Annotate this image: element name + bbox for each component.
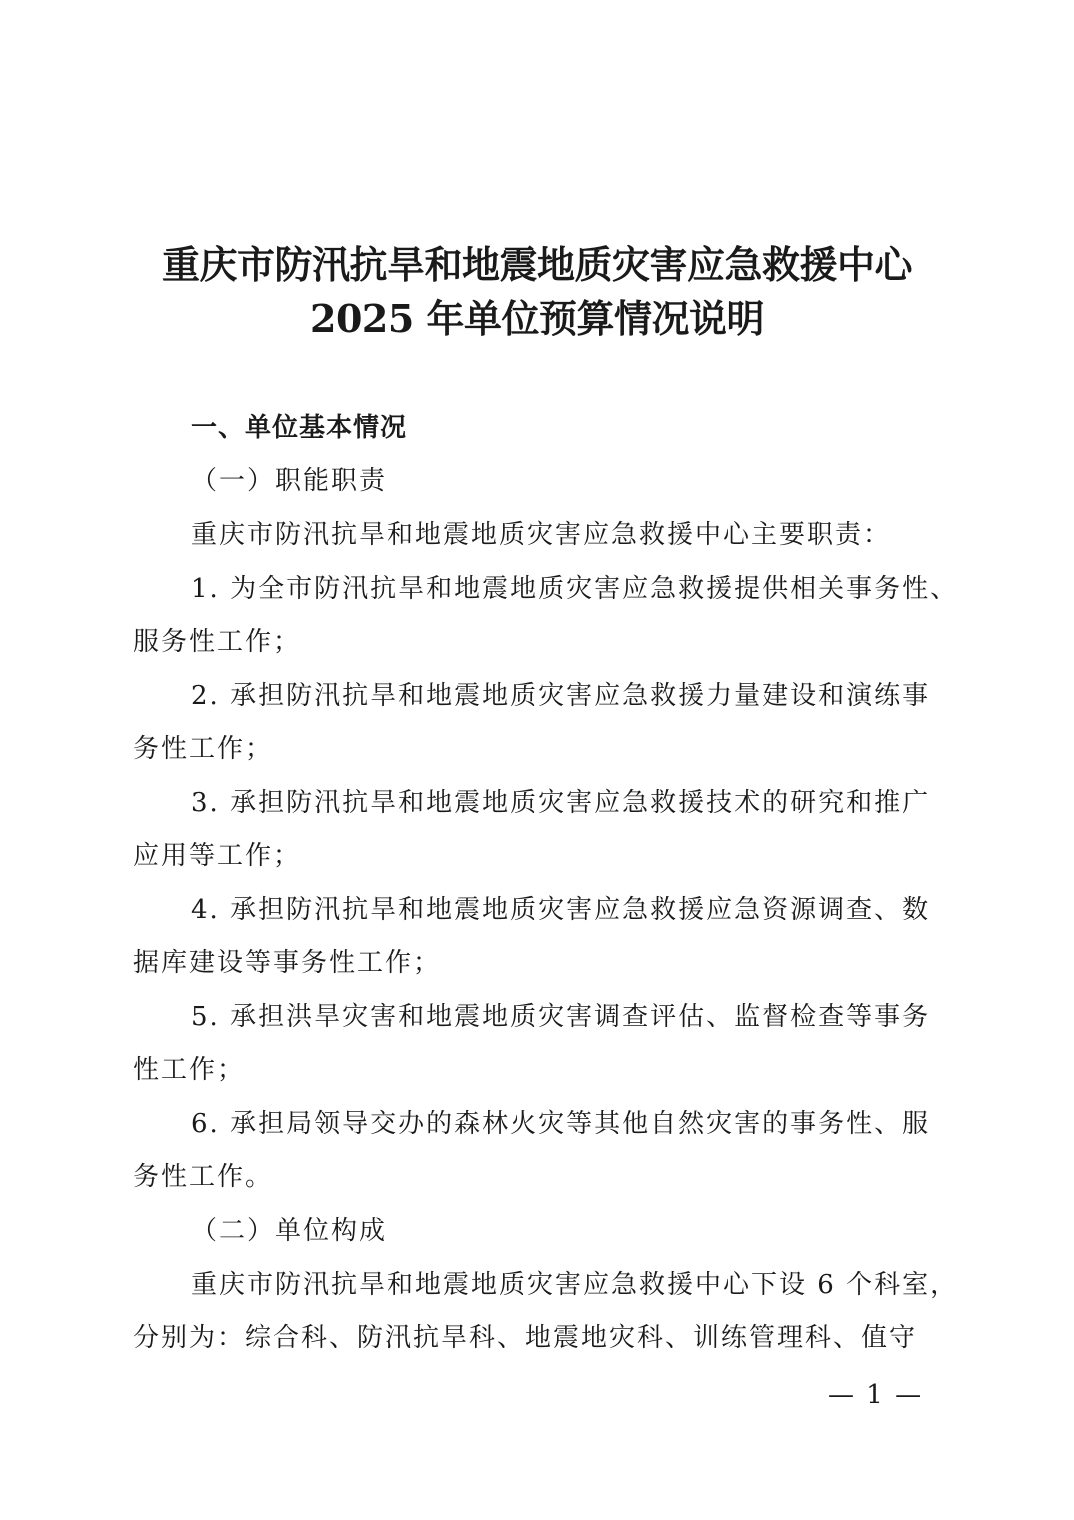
- subsection-heading-duties: （一）职能职责: [191, 466, 388, 496]
- duties-intro: 重庆市防汛抗旱和地震地质灾害应急救援中心主要职责：: [191, 520, 892, 550]
- duty-item-2-line-2: 务性工作；: [133, 734, 274, 764]
- duty-item-1-line-2: 服务性工作；: [133, 627, 302, 657]
- page-number: — 1 —: [828, 1380, 924, 1410]
- composition-line-2: 分别为：综合科、防汛抗旱科、地震地灾科、训练管理科、值守: [133, 1323, 918, 1353]
- duty-item-5-line-1: 5. 承担洪旱灾害和地震地质灾害调查评估、监督检查等事务: [191, 1002, 931, 1032]
- duty-item-4-line-2: 据库建设等事务性工作；: [133, 948, 442, 978]
- duty-item-6-line-2: 务性工作。: [133, 1162, 274, 1192]
- duty-item-3-line-1: 3. 承担防汛抗旱和地震地质灾害应急救援技术的研究和推广: [191, 788, 931, 818]
- duty-item-5-line-2: 性工作；: [133, 1055, 246, 1085]
- duty-item-2-line-1: 2. 承担防汛抗旱和地震地质灾害应急救援力量建设和演练事: [191, 681, 931, 711]
- duty-item-1-line-1: 1. 为全市防汛抗旱和地震地质灾害应急救援提供相关事务性、: [191, 574, 959, 604]
- duty-item-3-line-2: 应用等工作；: [133, 841, 302, 871]
- document-title-line-2: 2025 年单位预算情况说明: [310, 296, 764, 341]
- document-title-line-1: 重庆市防汛抗旱和地震地质灾害应急救援中心: [161, 242, 912, 287]
- composition-line-1: 重庆市防汛抗旱和地震地质灾害应急救援中心下设 6 个科室，: [191, 1270, 959, 1300]
- section-heading: 一、单位基本情况: [191, 413, 408, 443]
- subsection-heading-composition: （二）单位构成: [191, 1216, 388, 1246]
- duty-item-4-line-1: 4. 承担防汛抗旱和地震地质灾害应急救援应急资源调查、数: [191, 895, 931, 925]
- duty-item-6-line-1: 6. 承担局领导交办的森林火灾等其他自然灾害的事务性、服: [191, 1109, 931, 1139]
